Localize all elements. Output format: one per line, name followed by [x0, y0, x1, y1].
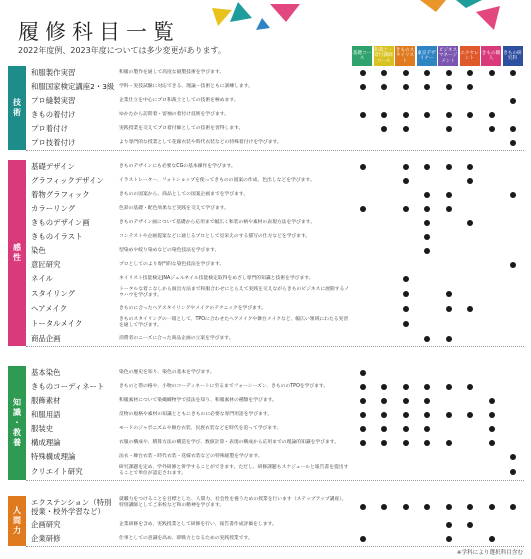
course-description: きものの図案から、商品としての図案企画までを学びます。	[119, 192, 249, 197]
deco-triangle-blue	[256, 18, 270, 30]
course-mark-dot	[424, 248, 430, 254]
course-mark-dot	[510, 469, 516, 475]
course-mark-dot	[381, 426, 387, 432]
course-row	[26, 202, 524, 217]
course-description: トータルな着こなしから演出方法まで和服合わせにとらえて実践を交えながらきものビジネスに展開するノウハウを学びます。	[119, 287, 350, 299]
course-mark-dot	[467, 504, 473, 510]
course-description: ネイリスト技能検定JNAジェルネイル技能検定取得をめざし専門的知識と技術を学びます。	[119, 276, 314, 281]
course-mark-dot	[446, 504, 452, 510]
course-description: イラストレーター、フォトショップを使ってきものの図案の作成、色出しなどを学びます。	[119, 178, 315, 183]
course-description: 学科・実技試験に対応できる、理論・技術ともに訓練します。	[119, 84, 253, 89]
section-label-char: 知	[13, 398, 21, 407]
course-name: 企業研修	[31, 534, 61, 543]
course-description: 企業研修を含め、実践授業として研修を行い、報告書作成評価をします。	[119, 522, 277, 527]
deco-triangle-pink	[270, 4, 300, 22]
course-name: 和服国家検定講座2・3級	[31, 82, 115, 91]
course-mark-dot	[467, 220, 473, 226]
course-name: ヘアメイク	[31, 304, 67, 313]
course-mark-dot	[360, 536, 366, 542]
course-row	[26, 518, 524, 533]
course-name: 服装史	[31, 424, 54, 433]
course-description: 就職力をつけることを目標とした、人間力、社会性を養うための授業を行います（ステップアップ講座）。特別講師としてご来校など和の精神を学びます。	[119, 497, 347, 509]
course-mark-dot	[489, 112, 495, 118]
course-name: 服飾素材	[31, 396, 61, 405]
course-name: 基本染色	[31, 368, 61, 377]
course-mark-dot	[446, 522, 452, 528]
course-row	[26, 450, 524, 465]
course-description: 消費者のニーズに合った商品企画の立案を学びます。	[119, 336, 234, 341]
course-name: 着物グラフィック	[31, 190, 90, 199]
course-mark-dot	[360, 206, 366, 212]
section-label	[8, 160, 26, 346]
course-name: 基礎デザイン	[31, 162, 75, 171]
course-mark-dot	[381, 412, 387, 418]
course-mark-dot	[446, 336, 452, 342]
course-mark-dot	[467, 412, 473, 418]
course-mark-dot	[489, 536, 495, 542]
course-mark-dot	[381, 70, 387, 76]
course-row	[26, 108, 524, 123]
course-row	[26, 436, 524, 451]
section-kansei	[8, 160, 524, 346]
course-mark-dot	[467, 178, 473, 184]
course-mark-dot	[424, 206, 430, 212]
course-mark-dot	[424, 234, 430, 240]
column-header-5: エクセレント	[460, 46, 480, 66]
course-description: コンテストや企画提案などに通じるプロとして見栄えのする描写の仕方などを学びます。	[119, 234, 311, 239]
course-mark-dot	[424, 70, 430, 76]
course-description: きものに合ったヘアスタイリングやメイクのテクニックを学びます。	[119, 306, 267, 311]
course-mark-dot	[424, 84, 430, 90]
course-mark-dot	[403, 70, 409, 76]
footnote: ※学科により選択科目含む	[456, 550, 523, 556]
course-mark-dot	[381, 440, 387, 446]
course-description: 型染めや絞り染めなどの染色技法を学びます。	[119, 248, 220, 253]
course-description: 反物の規格や素材の知識とともにきものに必要な専門用語を学びます。	[119, 412, 273, 417]
deco-triangle-orange	[420, 0, 446, 12]
course-row	[26, 244, 524, 259]
course-mark-dot	[446, 384, 452, 390]
course-name: 商品企画	[31, 334, 61, 343]
course-mark-dot	[510, 262, 516, 268]
section-label-char: 間	[13, 516, 21, 525]
course-row	[26, 366, 524, 381]
course-mark-dot	[446, 192, 452, 198]
course-row	[26, 380, 524, 395]
course-row	[26, 316, 524, 333]
course-mark-dot	[403, 276, 409, 282]
course-name: クリエイト研究	[31, 467, 83, 476]
column-header-4: ビジネスマネージメント	[438, 46, 458, 66]
section-label	[8, 366, 26, 480]
course-mark-dot	[403, 291, 409, 297]
course-mark-dot	[489, 412, 495, 418]
course-row	[26, 272, 524, 287]
course-description: 研究課題を定め、学外研修と併学することができます。ただし、研修課題もスケジュールと報告書を提出することで単位が認定されます。	[119, 465, 349, 477]
section-label-char: 養	[13, 438, 21, 447]
course-row	[26, 286, 524, 303]
course-mark-dot	[424, 440, 430, 446]
course-mark-dot	[467, 84, 473, 90]
course-row	[26, 80, 524, 95]
section-ningen	[8, 496, 524, 546]
column-header-0: 基礎コース	[352, 46, 372, 66]
course-name: トータルメイク	[31, 319, 83, 328]
course-mark-dot	[446, 291, 452, 297]
course-row	[26, 332, 524, 347]
course-name: 和服用語	[31, 410, 61, 419]
course-name: プロ縫製実習	[31, 96, 76, 105]
course-mark-dot	[467, 522, 473, 528]
course-name: 構成理論	[31, 438, 61, 447]
course-mark-dot	[489, 440, 495, 446]
course-description: きものデザイン画について基礎から応用まで幅広く和装の柄や素材の表現方法を学びます。	[119, 220, 315, 225]
course-row	[26, 66, 524, 81]
course-description: きものデザインにも必要なCGの基本操作を学びます。	[119, 164, 236, 169]
course-mark-dot	[381, 504, 387, 510]
course-mark-dot	[446, 306, 452, 312]
course-description: 実践授業を交えてプロ着付師としての技術を習得します。	[119, 126, 244, 131]
course-name: きものデザイン画	[31, 218, 90, 227]
course-mark-dot	[467, 306, 473, 312]
course-mark-dot	[446, 206, 452, 212]
course-mark-dot	[510, 140, 516, 146]
course-mark-dot	[360, 70, 366, 76]
course-mark-dot	[360, 504, 366, 510]
course-mark-dot	[446, 536, 452, 542]
course-name: スタイリング	[31, 289, 76, 298]
course-description: きものと帯の格や、小物のコーディネートに至るまでフォーシーズン、きもののTPOを学びます。	[119, 384, 329, 389]
course-mark-dot	[510, 504, 516, 510]
deco-triangle-yellow	[212, 8, 232, 26]
section-label-char: 技	[13, 98, 21, 107]
course-row	[26, 258, 524, 273]
section-label-char: 人	[13, 506, 21, 515]
course-mark-dot	[360, 426, 366, 432]
course-row	[26, 160, 524, 175]
course-name: きもの着付け	[31, 110, 76, 119]
course-mark-dot	[403, 126, 409, 132]
course-mark-dot	[403, 306, 409, 312]
course-mark-dot	[360, 384, 366, 390]
column-header-1: 和裁士・着付講師コース	[374, 46, 394, 66]
course-mark-dot	[446, 164, 452, 170]
course-description: より専門的な授業として花嫁衣装や時代衣装などの特殊着付けを学びます。	[119, 140, 282, 145]
course-mark-dot	[467, 70, 473, 76]
course-mark-dot	[446, 84, 452, 90]
course-name: きものコーディネート	[31, 382, 105, 391]
course-row	[26, 188, 524, 203]
course-row	[26, 302, 524, 317]
deco-triangle-teal	[230, 2, 252, 22]
course-description: 法衣・舞台衣装・時代衣装・花嫁衣装などの特殊縫製を学びます。	[119, 454, 263, 459]
course-mark-dot	[446, 126, 452, 132]
course-row	[26, 496, 524, 519]
course-description: プロとしてのより専門的な染色技法を学びます。	[119, 262, 225, 267]
page-title: 履修科目一覧	[18, 20, 180, 44]
course-description: 染色の歴史を知り、染色の基本を学びます。	[119, 370, 215, 375]
section-label-char: ・	[13, 418, 21, 427]
course-row	[26, 136, 524, 151]
course-mark-dot	[403, 84, 409, 90]
course-mark-dot	[510, 192, 516, 198]
course-mark-dot	[424, 426, 430, 432]
course-mark-dot	[510, 70, 516, 76]
section-gi	[8, 66, 524, 150]
course-name: 意匠研究	[31, 260, 61, 269]
course-name: エクステンション（特別授業・校外学習など）	[31, 498, 112, 516]
course-mark-dot	[403, 206, 409, 212]
course-mark-dot	[446, 440, 452, 446]
course-mark-dot	[489, 70, 495, 76]
course-column-headers	[352, 46, 524, 66]
course-mark-dot	[467, 384, 473, 390]
course-mark-dot	[381, 126, 387, 132]
course-row	[26, 532, 524, 547]
course-mark-dot	[424, 164, 430, 170]
course-mark-dot	[403, 178, 409, 184]
course-mark-dot	[489, 426, 495, 432]
course-name: グラフィックデザイン	[31, 176, 104, 185]
course-mark-dot	[360, 84, 366, 90]
course-name: 企画研究	[31, 520, 61, 529]
course-mark-dot	[403, 398, 409, 404]
course-mark-dot	[446, 112, 452, 118]
course-mark-dot	[403, 440, 409, 446]
course-description: 和服素材について染織織物学で技法を知り、和服素材の種類を学びます。	[119, 398, 277, 403]
column-header-3: 東京デザイナー	[417, 46, 437, 66]
course-name: ネイル	[31, 274, 54, 283]
course-description: きものスタイリングの一環として、TPOに合わせたヘアメイクや舞台メイクなど、幅広い領域にわたる実習を通して学びます。	[119, 317, 349, 329]
course-mark-dot	[446, 412, 452, 418]
course-description: 仕事としての意識を高め、即戦力となるための実践授業です。	[119, 536, 253, 541]
course-mark-dot	[403, 412, 409, 418]
course-description: モードのジャポニズムや舞台衣装、民族衣装などを時代を追って学びます。	[119, 426, 282, 431]
section-label-char: 術	[13, 108, 21, 117]
course-mark-dot	[381, 398, 387, 404]
course-row	[26, 394, 524, 409]
course-description: ゆかたから訪問着・留袖の着付け技術を学びます。	[119, 112, 229, 117]
section-label-char: 識	[13, 408, 21, 417]
section-label-char: 力	[13, 526, 21, 535]
course-name: 特殊構成理論	[31, 452, 76, 461]
course-mark-dot	[360, 112, 366, 118]
course-mark-dot	[510, 454, 516, 460]
course-mark-dot	[424, 336, 430, 342]
course-mark-dot	[446, 70, 452, 76]
course-mark-dot	[424, 412, 430, 418]
course-row	[26, 230, 524, 245]
course-mark-dot	[467, 112, 473, 118]
course-mark-dot	[403, 112, 409, 118]
course-mark-dot	[403, 321, 409, 327]
section-label-char: 感	[13, 243, 21, 252]
course-mark-dot	[510, 98, 516, 104]
course-row	[26, 94, 524, 109]
course-row	[26, 122, 524, 137]
course-mark-dot	[360, 412, 366, 418]
course-mark-dot	[360, 370, 366, 376]
course-name: カラーリング	[31, 204, 76, 213]
course-mark-dot	[381, 384, 387, 390]
course-mark-dot	[360, 398, 366, 404]
course-mark-dot	[360, 164, 366, 170]
course-mark-dot	[403, 426, 409, 432]
course-mark-dot	[403, 504, 409, 510]
section-label	[8, 496, 26, 546]
column-header-6: きもの職人	[481, 46, 501, 66]
course-mark-dot	[424, 220, 430, 226]
course-name: プロ技着付け	[31, 138, 76, 147]
course-name: 染色	[31, 246, 46, 255]
course-mark-dot	[424, 112, 430, 118]
course-mark-dot	[489, 504, 495, 510]
course-mark-dot	[381, 84, 387, 90]
course-name: きものイラスト	[31, 232, 83, 241]
course-name: 和服製作実習	[31, 68, 76, 77]
course-mark-dot	[489, 126, 495, 132]
section-chishiki	[8, 366, 524, 480]
course-description: 色彩の基礎・配色効果など実践を交えて学びます。	[119, 206, 229, 211]
section-label-char: 教	[13, 428, 21, 437]
course-mark-dot	[424, 192, 430, 198]
course-mark-dot	[403, 384, 409, 390]
course-description: 企業仕立を中心にプロ和裁士としての技術を極めます。	[119, 98, 239, 103]
course-row	[26, 408, 524, 423]
deco-triangle-pink-2	[476, 6, 500, 30]
section-label	[8, 66, 26, 150]
course-description: 衣服の構成や、積算方法の構造を学び、数値計算・表現の構成から応用までの理論的知識を学びます。	[119, 440, 339, 445]
deco-triangle-teal-2	[456, 0, 482, 8]
course-row	[26, 216, 524, 231]
course-mark-dot	[510, 126, 516, 132]
page-subtitle: 2022年度例、2023年度については多少変更があります。	[18, 46, 226, 55]
course-name: プロ着付け	[31, 124, 68, 133]
course-mark-dot	[424, 384, 430, 390]
course-mark-dot	[360, 440, 366, 446]
section-label-char: 性	[13, 253, 21, 262]
column-header-2: きものスタイリスト	[395, 46, 415, 66]
course-mark-dot	[467, 164, 473, 170]
column-header-7: きもの研究科	[503, 46, 523, 66]
course-description: 和服の製作を通して高度な縫製技術を学びます。	[119, 70, 225, 75]
course-row	[26, 174, 524, 189]
course-mark-dot	[403, 164, 409, 170]
course-mark-dot	[381, 112, 387, 118]
course-mark-dot	[424, 398, 430, 404]
course-mark-dot	[489, 398, 495, 404]
course-mark-dot	[424, 504, 430, 510]
course-row	[26, 422, 524, 437]
course-row	[26, 464, 524, 481]
